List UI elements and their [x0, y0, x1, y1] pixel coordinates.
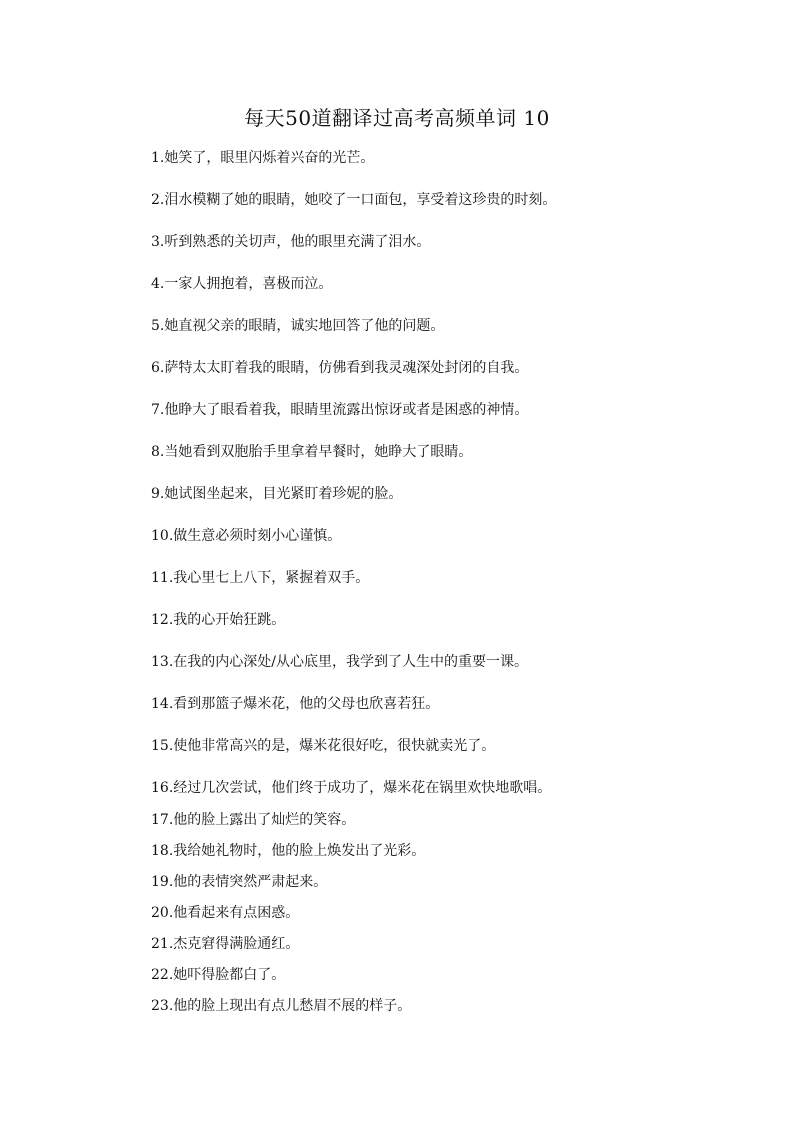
- list-item: 20.他看起来有点困惑。: [151, 905, 300, 921]
- list-item: 7.他睁大了眼看着我，眼睛里流露出惊讶或者是困惑的神情。: [151, 402, 529, 418]
- list-item: 14.看到那篮子爆米花，他的父母也欣喜若狂。: [151, 696, 440, 712]
- list-item: 18.我给她礼物时，他的脸上焕发出了光彩。: [151, 843, 426, 859]
- document-title: 每天50道翻译过高考高频单词 10: [244, 106, 550, 130]
- list-item: 16.经过几次尝试，他们终于成功了，爆米花在锅里欢快地歌唱。: [151, 780, 552, 796]
- list-item: 9.她试图坐起来，目光紧盯着珍妮的脸。: [151, 486, 403, 502]
- list-item: 15.使他非常高兴的是，爆米花很好吃，很快就卖光了。: [151, 738, 496, 754]
- list-item: 11.我心里七上八下，紧握着双手。: [151, 570, 370, 586]
- list-item: 8.当她看到双胞胎手里拿着早餐时，她睁大了眼睛。: [151, 444, 473, 460]
- list-item: 2.泪水模糊了她的眼睛，她咬了一口面包，享受着这珍贵的时刻。: [151, 192, 557, 208]
- list-item: 22.她吓得脸都白了。: [151, 967, 286, 983]
- list-item: 13.在我的内心深处/从心底里，我学到了人生中的重要一课。: [151, 654, 528, 670]
- list-item: 19.他的表情突然严肃起来。: [151, 874, 328, 890]
- list-item: 23.他的脸上现出有点儿愁眉不展的样子。: [151, 998, 412, 1014]
- list-item: 21.杰克窘得满脸通红。: [151, 936, 300, 952]
- list-item: 12.我的心开始狂跳。: [151, 612, 286, 628]
- list-item: 5.她直视父亲的眼睛，诚实地回答了他的问题。: [151, 318, 445, 334]
- list-item: 17.他的脸上露出了灿烂的笑容。: [151, 812, 356, 828]
- list-item: 4.一家人拥抱着，喜极而泣。: [151, 276, 333, 292]
- list-item: 3.听到熟悉的关切声，他的眼里充满了泪水。: [151, 234, 431, 250]
- list-item: 10.做生意必须时刻小心谨慎。: [151, 528, 342, 544]
- list-item: 6.萨特太太盯着我的眼睛，仿佛看到我灵魂深处封闭的自我。: [151, 360, 529, 376]
- list-item: 1.她笑了，眼里闪烁着兴奋的光芒。: [151, 150, 375, 166]
